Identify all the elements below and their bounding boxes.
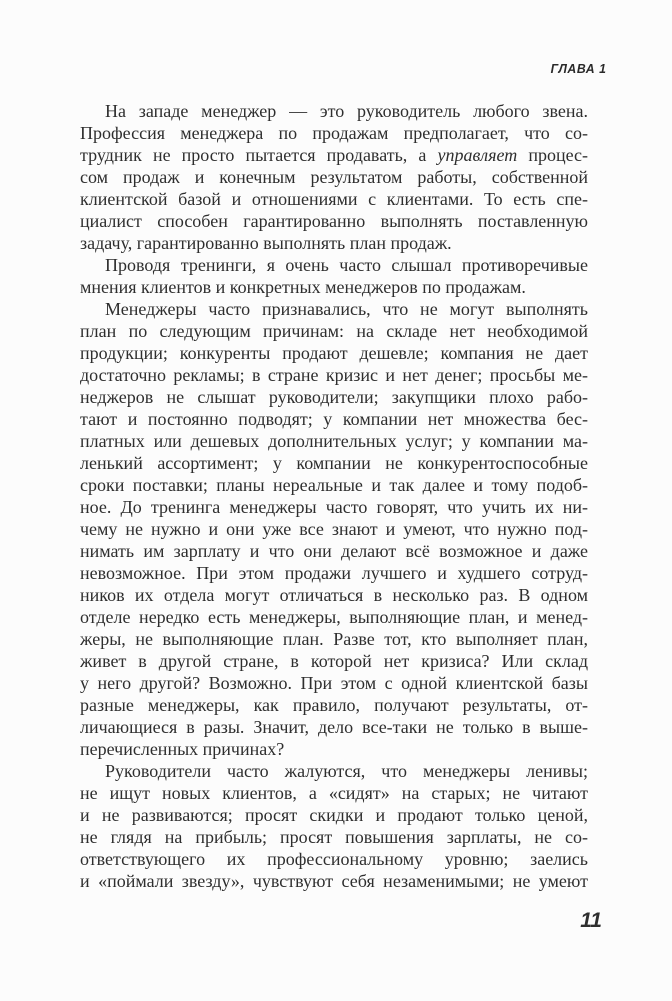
text-line: не ищут новых клиентов, а «сидят» на старых; не читают xyxy=(80,783,588,803)
text-line: ников их отдела могут отличаться в несколько раз. В одном xyxy=(80,585,588,605)
text-line: На западе менеджер — это руководитель любого звена. xyxy=(105,101,588,121)
paragraph xyxy=(80,254,588,298)
text-line: нимать им зарплату и что они делают всё возможное и даже xyxy=(80,541,588,561)
text-line: сом продаж и конечным результатом работы, собственной xyxy=(80,167,588,187)
text-line: чему не нужно и они уже все знают и умеют, что нужно под- xyxy=(80,519,588,539)
text-line: трудник не просто пытается продавать, а управляет процес- xyxy=(80,145,588,165)
paragraph xyxy=(80,100,588,254)
text-line: клиентской базой и отношениями с клиентами. То есть спе- xyxy=(80,189,588,209)
text-line: и «поймали звезду», чувствуют себя незаменимыми; не умеют xyxy=(80,871,588,891)
text-line: продукции; конкуренты продают дешевле; компания не дает xyxy=(80,343,588,363)
page-number: 11 xyxy=(580,909,602,932)
text-line: ленький ассортимент; у компании не конкурентоспособные xyxy=(80,453,588,473)
text-line: Профессия менеджера по продажам предполагает, что со- xyxy=(80,123,588,143)
text-line: Руководители часто жалуются, что менеджеры ленивы; xyxy=(105,761,588,781)
text-line: разные менеджеры, как правило, получают результаты, от- xyxy=(80,695,588,715)
text-line: мнения клиентов и конкретных менеджеров по продажам. xyxy=(80,277,526,297)
text-line: отделе нередко есть менеджеры, выполняющие план, и менед- xyxy=(80,607,588,627)
text-line: платных или дешевых дополнительных услуг; у компании ма- xyxy=(80,431,588,451)
text-line: тают и постоянно подводят; у компании нет множества бес- xyxy=(80,409,588,429)
running-header: ГЛАВА 1 xyxy=(550,61,606,76)
text-line: Менеджеры часто признавались, что не могут выполнять xyxy=(105,299,588,319)
text-line: ное. До тренинга менеджеры часто говорят, что учить их ни- xyxy=(80,497,588,517)
text-line: сроки поставки; планы нереальные и так далее и тому подоб- xyxy=(80,475,588,495)
text-line: перечисленных причинах? xyxy=(80,739,285,759)
paragraph xyxy=(80,760,588,892)
text-line: у него другой? Возможно. При этом с одной клиентской базы xyxy=(80,673,588,693)
text-line: циалист способен гарантированно выполнять поставленную xyxy=(80,211,588,231)
paragraph xyxy=(80,298,588,760)
text-line: задачу, гарантированно выполнять план продаж. xyxy=(80,233,452,253)
text-line: ответствующего их профессиональному уровню; заелись xyxy=(80,849,588,869)
text-line: план по следующим причинам: на складе нет необходимой xyxy=(80,321,588,341)
text-line: невозможное. При этом продажи лучшего и худшего сотруд- xyxy=(80,563,588,583)
text-line: Проводя тренинги, я очень часто слышал противоречивые xyxy=(105,255,588,275)
text-line: живет в другой стране, в которой нет кризиса? Или склад xyxy=(80,651,588,671)
text-line: жеры, не выполняющие план. Разве тот, кто выполняет план, xyxy=(80,629,588,649)
text-line: личающиеся в разы. Значит, дело все-таки не только в выше- xyxy=(80,717,588,737)
text-line: и не развиваются; просят скидки и продают только ценой, xyxy=(80,805,588,825)
text-line: достаточно рекламы; в стране кризис и нет денег; просьбы ме- xyxy=(80,365,588,385)
text-line: неджеров не слышат руководители; закупщики плохо рабо- xyxy=(80,387,588,407)
text-line: не глядя на прибыль; просят повышения зарплаты, не со- xyxy=(80,827,588,847)
text-block xyxy=(80,100,588,892)
